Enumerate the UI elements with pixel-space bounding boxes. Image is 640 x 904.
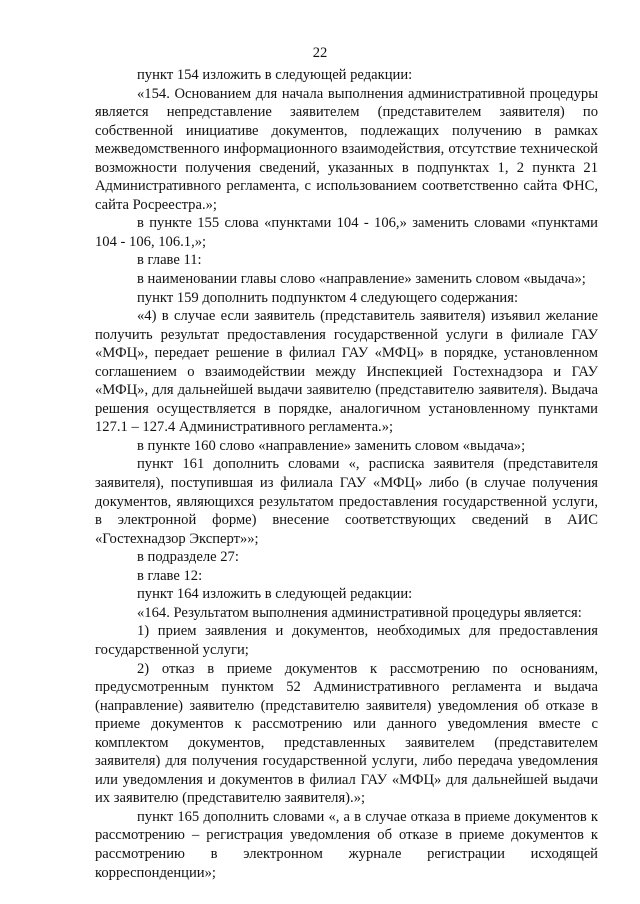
paragraph-item-165: пункт 165 дополнить словами «, а в случае отказа в приеме документов к рассмотрению – регистрация уведомления об отказе в приеме документов к рассмотрению в электронном журнале регистрации исходящей корреспонденции»; (95, 808, 598, 881)
paragraph-item-164-subitem-1: 1) прием заявления и документов, необходимых для предоставления государственной услуги; (95, 623, 598, 658)
paragraph-item-159-subitem-4: «4) в случае если заявитель (представитель заявителя) изъявил желание получить результат предоставления государственной услуги в филиале ГАУ «МФЦ», передает решение в филиал ГАУ «МФЦ» в порядке, установленном соглашением о взаимодействии между Инспекцией Гостехнадзора и ГАУ «МФЦ», для дальнейшей выдачи заявителю (представителю заявителя). Выдача решения осуществляется в порядке, аналогичном установленному пунктами 127.1 – 127.4 Административного регламента.»; (95, 308, 598, 436)
paragraph-item-155: в пункте 155 слова «пунктами 104 - 106,» заменить словами «пунктами 104 - 106, 106.1,»; (95, 215, 598, 250)
paragraph-item-164-intro: пункт 164 изложить в следующей редакции: (137, 586, 413, 603)
paragraph-item-161: пункт 161 дополнить словами «, расписка заявителя (представителя заявителя), поступившая из филиала ГАУ «МФЦ» либо (в случае получения документов, являющихся результатом предоставления государственной услуги, в электронной форме) внесение соответствующих сведений в АИС «Гостехнадзор Эксперт»»; (95, 456, 598, 547)
paragraph-item-154-text: «154. Основанием для начала выполнения административной процедуры является непредставление заявителем (представителем заявителя) по собственной инициативе документов, подлежащих получению в рамках межведомственного информационного взаимодействия, отсутствие технической возможности получения сведений, указанных в подпунктах 1, 2 пункта 21 Административного регламента, с использованием соответственно сайта ФНС, сайта Росреестра.»; (95, 85, 598, 213)
paragraph-item-164-subitem-2: 2) отказ в приеме документов к рассмотрению по основаниям, предусмотренным пунктом 52 Административного регламента и выдача (направление) заявителю (представителю заявителя) уведомления об отказе в приеме документов к рассмотрению или данного уведомления вместе с комплектом документов, представленных заявителем (представителем заявителя) для получения государственной услуги, либо передача уведомления или уведомления и документов в филиал ГАУ «МФЦ» для дальнейшей выдачи их заявителю (представителю заявителя).»; (95, 660, 598, 807)
paragraph-item-154-intro: пункт 154 изложить в следующей редакции: (137, 67, 413, 83)
paragraph-chapter-11: в главе 11: (137, 252, 202, 269)
page-number: 22 (312, 45, 328, 61)
document-body (95, 66, 598, 882)
paragraph-subsection-27: в подразделе 27: (137, 549, 239, 566)
paragraph-item-159-intro: пункт 159 дополнить подпунктом 4 следующего содержания: (137, 289, 519, 306)
paragraph-item-160: в пункте 160 слово «направление» заменить словом «выдача»; (137, 437, 526, 454)
paragraph-chapter-12: в главе 12: (137, 567, 203, 584)
paragraph-item-164-text: «164. Результатом выполнения административной процедуры является: (137, 604, 582, 621)
paragraph-chapter-title-change: в наименовании главы слово «направление» заменить словом «выдача»; (137, 271, 586, 288)
